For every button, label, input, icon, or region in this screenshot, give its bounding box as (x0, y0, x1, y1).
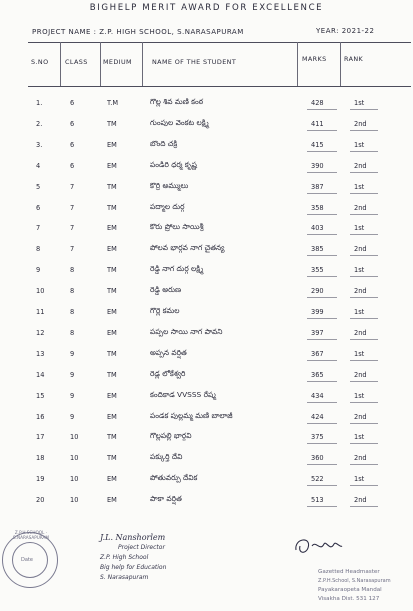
cell-rank: 1st (354, 308, 365, 316)
cell-class: 8 (70, 308, 75, 316)
marks-underline (307, 234, 337, 235)
cell-marks: 513 (311, 496, 324, 505)
rank-underline (350, 214, 378, 215)
rank-underline (350, 297, 378, 298)
cell-class: 8 (70, 266, 75, 275)
cell-medium: EM (107, 391, 117, 400)
rank-underline (350, 339, 378, 340)
cell-marks: 360 (311, 454, 324, 463)
cell-medium: T.M (107, 99, 119, 107)
cell-medium: EM (107, 245, 117, 254)
table-row (0, 136, 413, 157)
table-row (0, 408, 413, 429)
rank-underline (350, 443, 378, 444)
col-header-name: NAME OF THE STUDENT (152, 58, 237, 66)
cell-sno: 12 (36, 328, 45, 337)
cell-rank: 2nd (354, 245, 367, 254)
rank-underline (350, 151, 378, 152)
signature-line: S. Narasapuram (100, 574, 149, 581)
table-row (0, 449, 413, 470)
cell-name: పోలవ భార్గవ నాగ చైతన్య (150, 243, 225, 253)
cell-marks: 385 (311, 245, 324, 254)
col-header-sno: S.NO (31, 58, 49, 66)
rank-underline (350, 402, 378, 403)
cell-class: 7 (70, 203, 75, 212)
marks-underline (307, 402, 337, 403)
cell-rank: 1st (354, 140, 365, 149)
cell-class: 8 (70, 287, 75, 296)
cell-rank: 2nd (354, 203, 367, 212)
cell-marks: 365 (311, 370, 324, 379)
marks-underline (307, 214, 337, 215)
cell-medium: TM (107, 266, 117, 275)
cell-sno: 10 (36, 287, 45, 296)
rank-underline (350, 360, 378, 361)
cell-class: 10 (70, 454, 79, 463)
cell-rank: 2nd (354, 287, 367, 296)
cell-class: 6 (70, 140, 75, 149)
cell-name: పద్మాల దుర్గ (150, 201, 185, 211)
cell-sno: 2. (36, 119, 43, 128)
cell-sno: 1. (36, 99, 43, 107)
cell-medium: TM (107, 454, 117, 463)
table-row (0, 387, 413, 408)
cell-marks: 428 (311, 99, 324, 107)
cell-sno: 16 (36, 412, 45, 421)
rank-underline (350, 172, 378, 173)
table-row (0, 303, 413, 324)
cell-class: 6 (70, 119, 75, 128)
marks-underline (307, 172, 337, 173)
cell-medium: EM (107, 496, 117, 505)
table-row (0, 345, 413, 366)
table-row (0, 94, 413, 115)
cell-medium: EM (107, 161, 117, 170)
cell-rank: 1st (354, 433, 365, 442)
project-name: PROJECT NAME : Z.P. HIGH SCHOOL, S.NARASAPURAM (32, 28, 244, 36)
cell-name: గొల్ల శివ మణి కంఠ (150, 97, 204, 106)
cell-marks: 390 (311, 161, 324, 170)
col-header-medium: MEDIUM (103, 58, 132, 66)
cell-medium: EM (107, 224, 117, 233)
cell-sno: 15 (36, 391, 45, 400)
cell-rank: 2nd (354, 161, 367, 170)
cell-sno: 18 (36, 454, 45, 463)
cell-rank: 1st (354, 99, 365, 107)
cell-medium: TM (107, 287, 117, 296)
cell-rank: 1st (354, 349, 365, 358)
col-divider (340, 42, 341, 86)
table-row (0, 199, 413, 220)
cell-marks: 290 (311, 287, 324, 296)
marks-underline (307, 297, 337, 298)
seal-line: Gazetted Headmaster (318, 569, 380, 575)
seal-line: Z.P.H.School, S.Narasapuram (318, 578, 391, 584)
cell-medium: TM (107, 203, 117, 212)
headmaster-signature (290, 534, 346, 560)
cell-sno: 4 (36, 161, 41, 170)
cell-sno: 7 (36, 224, 41, 233)
cell-name: రెడ్డి నాగ దుర్గ లక్ష్మి (150, 264, 204, 274)
cell-medium: EM (107, 412, 117, 421)
marks-underline (307, 485, 337, 486)
col-divider (60, 42, 61, 86)
cell-class: 7 (70, 245, 75, 254)
marks-underline (307, 130, 337, 131)
cell-sno: 17 (36, 433, 45, 442)
cell-marks: 375 (311, 433, 324, 442)
cell-sno: 6 (36, 203, 41, 212)
cell-medium: TM (107, 349, 117, 358)
cell-name: పక్కుర్తి దేవి (150, 452, 183, 462)
cell-name: గుంపుల వెంకట లక్ష్మి (150, 117, 209, 127)
marks-underline (307, 276, 337, 277)
rank-underline (350, 109, 378, 110)
document-title: BIGHELP MERIT AWARD FOR EXCELLENCE (89, 3, 324, 13)
stamp-center-text: Date (21, 557, 33, 563)
cell-medium: EM (107, 328, 117, 337)
table-row (0, 219, 413, 240)
cell-name: పోతువర్పు దేవిక (150, 473, 198, 483)
cell-medium: EM (107, 475, 117, 484)
cell-rank: 2nd (354, 454, 367, 463)
cell-marks: 358 (311, 203, 324, 212)
cell-sno: 11 (36, 308, 45, 316)
cell-name: పండక పుల్లమ్మ మణి బాలాజీ (150, 410, 233, 420)
cell-name: గొల్లపల్లి భార్గవి (150, 431, 192, 441)
marks-underline (307, 151, 337, 152)
cell-class: 6 (70, 99, 75, 107)
cell-rank: 2nd (354, 370, 367, 379)
rank-underline (350, 423, 378, 424)
cell-sno: 20 (36, 496, 45, 505)
marks-underline (307, 381, 337, 382)
rank-underline (350, 506, 378, 507)
rank-underline (350, 381, 378, 382)
cell-marks: 355 (311, 266, 324, 275)
cell-sno: 9 (36, 266, 41, 275)
rank-underline (350, 464, 378, 465)
cell-class: 9 (70, 412, 75, 421)
cell-name: కొర్రి అమ్ములు (150, 180, 189, 190)
marks-underline (307, 255, 337, 256)
seal-line: Payakaraopeta Mandal (318, 587, 382, 593)
marks-underline (307, 360, 337, 361)
stamp-ring-text: Z.P.H.SCHOOL · S.NARASAPURAM (13, 530, 49, 540)
cell-name: పాకా వర్షిత (150, 494, 182, 504)
signature-line: Project Director (118, 544, 165, 551)
cell-rank: 2nd (354, 496, 367, 505)
marks-underline (307, 318, 337, 319)
cell-name: పండిరి ధర్మ కృష్ణ (150, 159, 197, 169)
col-divider (100, 42, 101, 86)
cell-name: కందికాడ VVSSS రేష్మ (150, 389, 216, 399)
col-header-class: CLASS (65, 58, 88, 66)
cell-sno: 3. (36, 140, 43, 149)
rank-underline (350, 130, 378, 131)
cell-medium: TM (107, 433, 117, 442)
cell-name: రెడ్ల లోకేశ్వరి (150, 368, 186, 378)
headmaster-seal (318, 568, 391, 604)
col-header-rank: RANK (344, 55, 364, 63)
rank-underline (350, 193, 378, 194)
cell-medium: TM (107, 182, 117, 191)
cell-class: 10 (70, 496, 79, 505)
cell-marks: 397 (311, 328, 324, 337)
table-row (0, 324, 413, 345)
cell-marks: 424 (311, 412, 324, 421)
cell-rank: 1st (354, 182, 365, 191)
cell-class: 9 (70, 391, 75, 400)
table-row (0, 428, 413, 449)
cell-class: 9 (70, 349, 75, 358)
marks-underline (307, 423, 337, 424)
cell-marks: 399 (311, 308, 324, 316)
cell-sno: 5 (36, 182, 41, 191)
cell-marks: 367 (311, 349, 324, 358)
cell-rank: 1st (354, 475, 365, 484)
cell-name: పప్పల సాయి నాగ పావని (150, 326, 223, 336)
table-row (0, 115, 413, 136)
cell-sno: 13 (36, 349, 45, 358)
cell-name: బొంది చక్రి (150, 138, 178, 148)
cell-marks: 387 (311, 182, 324, 191)
cell-class: 7 (70, 182, 75, 191)
cell-medium: EM (107, 308, 117, 316)
cell-marks: 403 (311, 224, 324, 233)
cell-class: 10 (70, 475, 79, 484)
marks-underline (307, 339, 337, 340)
table-row (0, 470, 413, 491)
col-divider (297, 42, 298, 86)
cell-marks: 415 (311, 140, 324, 149)
cell-marks: 434 (311, 391, 324, 400)
cell-marks: 411 (311, 119, 324, 128)
marks-underline (307, 193, 337, 194)
col-header-marks: MARKS (302, 55, 327, 63)
rank-underline (350, 485, 378, 486)
marks-underline (307, 506, 337, 507)
cell-medium: TM (107, 370, 117, 379)
table-row (0, 282, 413, 303)
cell-name: రెడ్డి అరుణ (150, 285, 182, 295)
rank-underline (350, 255, 378, 256)
col-divider (142, 42, 143, 86)
rank-underline (350, 276, 378, 277)
cell-class: 10 (70, 433, 79, 442)
cell-class: 8 (70, 328, 75, 337)
signature-line: Big help for Education (100, 564, 167, 571)
year-label: YEAR: 2021-22 (316, 27, 375, 35)
cell-sno: 8 (36, 245, 41, 254)
signature-line: Z.P. High School (100, 554, 149, 561)
cell-class: 6 (70, 161, 75, 170)
table-top-border (28, 42, 411, 43)
table-row (0, 366, 413, 387)
cell-name: అప్పన వర్షిత (150, 347, 187, 357)
table-row (0, 178, 413, 199)
cell-rank: 1st (354, 224, 365, 233)
cell-name: గొర్లె కమల (150, 306, 180, 315)
cell-medium: TM (107, 119, 117, 128)
cell-rank: 2nd (354, 328, 367, 337)
table-row (0, 157, 413, 178)
rank-underline (350, 234, 378, 235)
cell-medium: EM (107, 140, 117, 149)
seal-line: Visakha Dist. 531 127 (318, 596, 380, 602)
cell-rank: 2nd (354, 119, 367, 128)
cell-rank: 2nd (354, 412, 367, 421)
table-row (0, 240, 413, 261)
header-bottom-border (28, 86, 411, 87)
table-row (0, 491, 413, 512)
cell-class: 7 (70, 224, 75, 233)
signature-name: J.L. Nanshorlem (100, 533, 166, 542)
cell-marks: 522 (311, 475, 324, 484)
cell-sno: 19 (36, 475, 45, 484)
cell-rank: 1st (354, 391, 365, 400)
cell-sno: 14 (36, 370, 45, 379)
cell-name: కొరు ప్రోలు సాయిశ్రీ (150, 222, 204, 232)
cell-rank: 1st (354, 266, 365, 275)
cell-class: 9 (70, 370, 75, 379)
marks-underline (307, 443, 337, 444)
project-director-signature (100, 533, 166, 583)
rank-underline (350, 318, 378, 319)
marks-underline (307, 109, 337, 110)
table-row (0, 261, 413, 282)
marks-underline (307, 464, 337, 465)
